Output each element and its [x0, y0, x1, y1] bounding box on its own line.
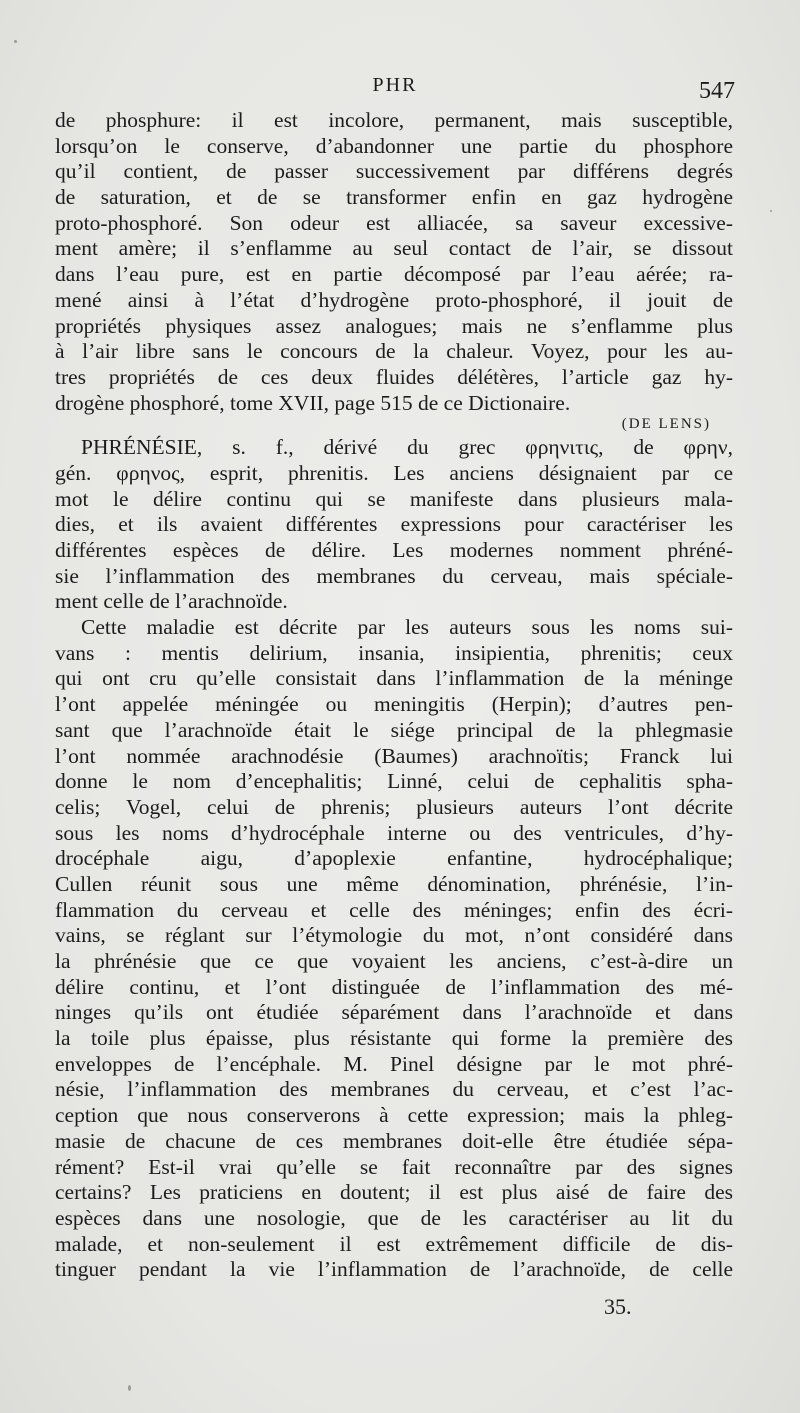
text-line: de phosphure: il est incolore, permanent, mais susceptible,	[55, 108, 733, 132]
running-head: PHR	[372, 74, 418, 96]
page-number: 547	[699, 78, 735, 104]
text-line: ninges qu’ils ont étudiée séparément dans l’arachnoïde et dans	[55, 1000, 733, 1025]
text-line: flammation du cerveau et celle des méninges; enfin des écri-	[55, 897, 733, 922]
text-line: ment amère; il s’enflamme au seul contact de l’air, se dissout	[55, 236, 733, 261]
body-text	[55, 108, 733, 1283]
text-line: ception que nous conserverons à cette expression; mais la phleg-	[55, 1103, 733, 1128]
text-line: donne le nom d’encephalitis; Linné, celui de cephalitis spha-	[55, 769, 733, 794]
text-line: nésie, l’inflammation des membranes du cerveau, et c’est l’ac-	[55, 1077, 733, 1102]
text-line: qui ont cru qu’elle consistait dans l’inflammation de la méninge	[55, 666, 733, 691]
text-line: PHRÉNÉSIE, s. f., dérivé du grec φρηνιτις, de φρην,	[81, 435, 733, 460]
text-line: qu’il contient, de passer successivement par différens degrés	[55, 159, 733, 184]
text-line: à l’air libre sans le concours de la chaleur. Voyez, pour les au-	[55, 339, 733, 364]
text-line: lorsqu’on le conserve, d’abandonner une partie du phosphore	[55, 133, 733, 158]
text-line: sous les noms d’hydrocéphale interne ou des ventricules, d’hy-	[55, 820, 733, 845]
text-line: la toile plus épaisse, plus résistante qui forme la première des	[55, 1026, 733, 1051]
text-line: proto-phosphoré. Son odeur est alliacée, sa saveur excessive-	[55, 210, 733, 235]
text-line: de saturation, et de se transformer enfin en gaz hydrogène	[55, 185, 733, 210]
paper-speck	[770, 210, 772, 212]
text-line: gén. φρηνος, esprit, phrenitis. Les anciens désignaient par ce	[55, 460, 733, 485]
text-line: mené ainsi à l’état d’hydrogène proto-phosphoré, il jouit de	[55, 287, 733, 312]
text-line: Cullen réunit sous une même dénomination, phrénésie, l’in-	[55, 871, 733, 896]
author-signature: (DE LENS)	[621, 416, 711, 433]
text-line: Cette maladie est décrite par les auteurs sous les noms sui-	[81, 615, 733, 640]
text-line: rément? Est-il vrai qu’elle se fait reconnaître par des signes	[55, 1154, 733, 1179]
text-line: certains? Les praticiens en doutent; il est plus aisé de faire des	[55, 1180, 733, 1205]
text-line: sant que l’arachnoïde était le siége principal de la phlegmasie	[55, 717, 733, 742]
text-line: la phrénésie que ce que voyaient les anciens, c’est-à-dire un	[55, 949, 733, 973]
text-line: l’ont appelée méningée ou meningitis (Herpin); d’autres pen-	[55, 692, 733, 717]
text-line: malade, et non-seulement il est extrêmement difficile de dis-	[55, 1231, 733, 1256]
text-line: ment celle de l’arachnoïde.	[55, 589, 288, 614]
signature-mark: 35.	[604, 1294, 632, 1319]
page-header	[55, 74, 735, 104]
text-line: drogène phosphoré, tome XVII, page 515 de ce Dictionaire.	[55, 390, 571, 415]
text-line: masie de chacune de ces membranes doit-elle être étudiée sépa-	[55, 1128, 733, 1153]
text-line: l’ont nommée arachnodésie (Baumes) arachnoïtis; Franck lui	[55, 743, 733, 768]
text-line: délire continu, et l’ont distinguée de l’inflammation des mé-	[55, 974, 733, 999]
text-line: enveloppes de l’encéphale. M. Pinel désigne par le mot phré-	[55, 1051, 733, 1076]
text-line: tres propriétés de ces deux fluides délétères, l’article gaz hy-	[55, 364, 733, 389]
paper-speck	[14, 40, 17, 43]
text-line: mot le délire continu qui se manifeste dans plusieurs mala-	[55, 486, 733, 511]
text-line: propriétés physiques assez analogues; mais ne s’enflamme plus	[55, 313, 733, 338]
paper-speck	[128, 1385, 131, 1391]
text-line: celis; Vogel, celui de phrenis; plusieurs auteurs l’ont décrite	[55, 794, 733, 819]
text-line: sie l’inflammation des membranes du cerveau, mais spéciale-	[55, 563, 733, 588]
text-line: différentes espèces de délire. Les modernes nomment phréné-	[55, 538, 733, 562]
text-line: vans : mentis delirium, insania, insipientia, phrenitis; ceux	[55, 640, 733, 665]
text-line: dies, et ils avaient différentes expressions pour caractériser les	[55, 512, 733, 537]
text-line: dans l’eau pure, est en partie décomposé par l’eau aérée; ra-	[55, 262, 733, 287]
text-line: vains, se réglant sur l’étymologie du mot, n’ont considéré dans	[55, 923, 733, 948]
text-line: drocéphale aigu, d’apoplexie enfantine, hydrocéphalique;	[55, 846, 733, 871]
text-line: espèces dans une nosologie, que de les caractériser au lit du	[55, 1205, 733, 1230]
text-line: tinguer pendant la vie l’inflammation de l’arachnoïde, de celle	[55, 1257, 733, 1282]
